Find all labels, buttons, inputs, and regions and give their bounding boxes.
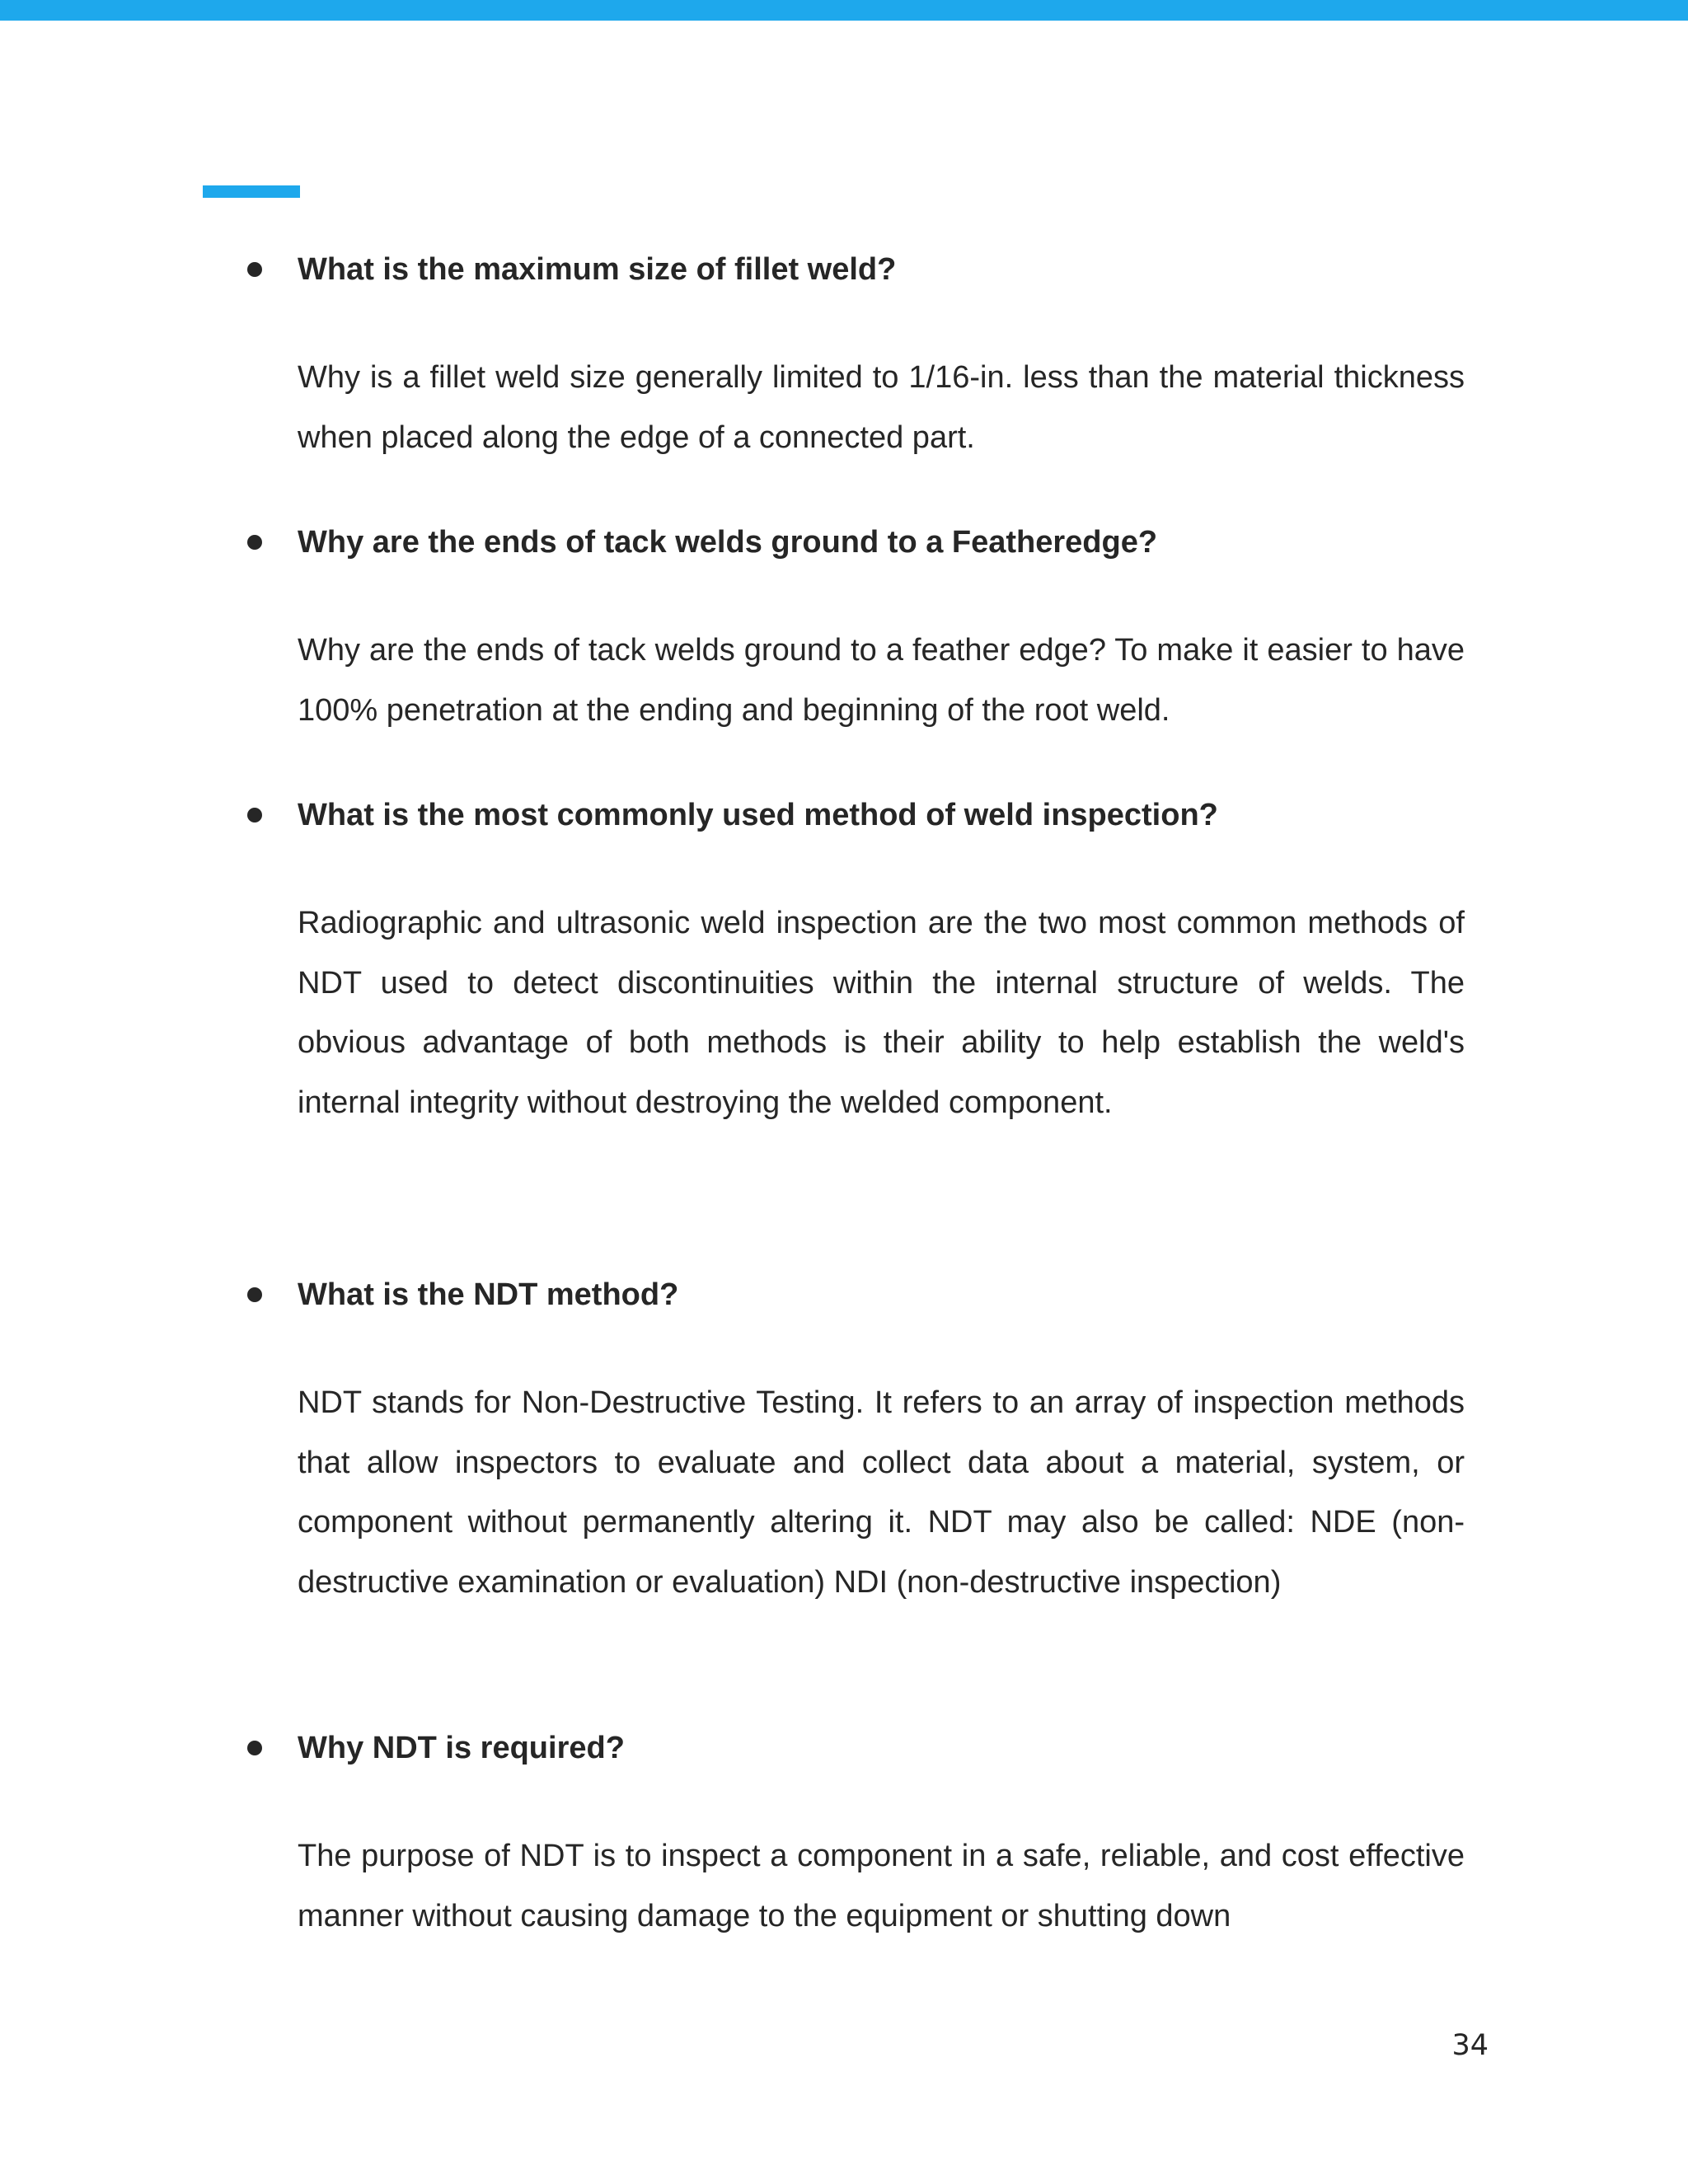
answer-text: Why are the ends of tack welds ground to a feather edge? To make it easier to have 100% penetration at the ending and beginning of the root weld. [298,633,1465,728]
bullet-icon [247,808,262,823]
bullet-icon [247,262,262,277]
question-heading: What is the maximum size of fillet weld? [298,252,897,287]
bullet-icon [247,535,262,550]
answer-text: Why is a fillet weld size generally limited to 1/16-in. less than the material thickness when placed along the edge of a connected part. [298,360,1465,455]
top-accent-bar [0,0,1688,21]
answer-text: The purpose of NDT is to inspect a component in a safe, reliable, and cost effective manner without causing damage to the equipment or shutting down [298,1839,1465,1933]
section-accent-dash [203,185,300,198]
question-heading: What is the most commonly used method of weld inspection? [298,798,1218,832]
answer-text: NDT stands for Non-Destructive Testing. It refers to an array of inspection methods that allow inspectors to evaluate and collect data about a material, system, or component without permanently altering it. NDT may also be called: NDE (non-destructive examination or evaluation) NDI (non-destructive inspection) [298,1385,1465,1600]
question-heading: Why NDT is required? [298,1731,625,1765]
bullet-icon [247,1287,262,1302]
question-heading: Why are the ends of tack welds ground to a Featheredge? [298,525,1158,560]
page-number: 34 [1451,2029,1489,2062]
answer-text: Radiographic and ultrasonic weld inspection are the two most common methods of NDT used to detect discontinuities within the internal structure of welds. The obvious advantage of both methods is their ability to help establish the weld's internal integrity without destroying the welded component. [298,906,1465,1120]
question-heading: What is the NDT method? [298,1277,679,1312]
bullet-icon [247,1741,262,1755]
